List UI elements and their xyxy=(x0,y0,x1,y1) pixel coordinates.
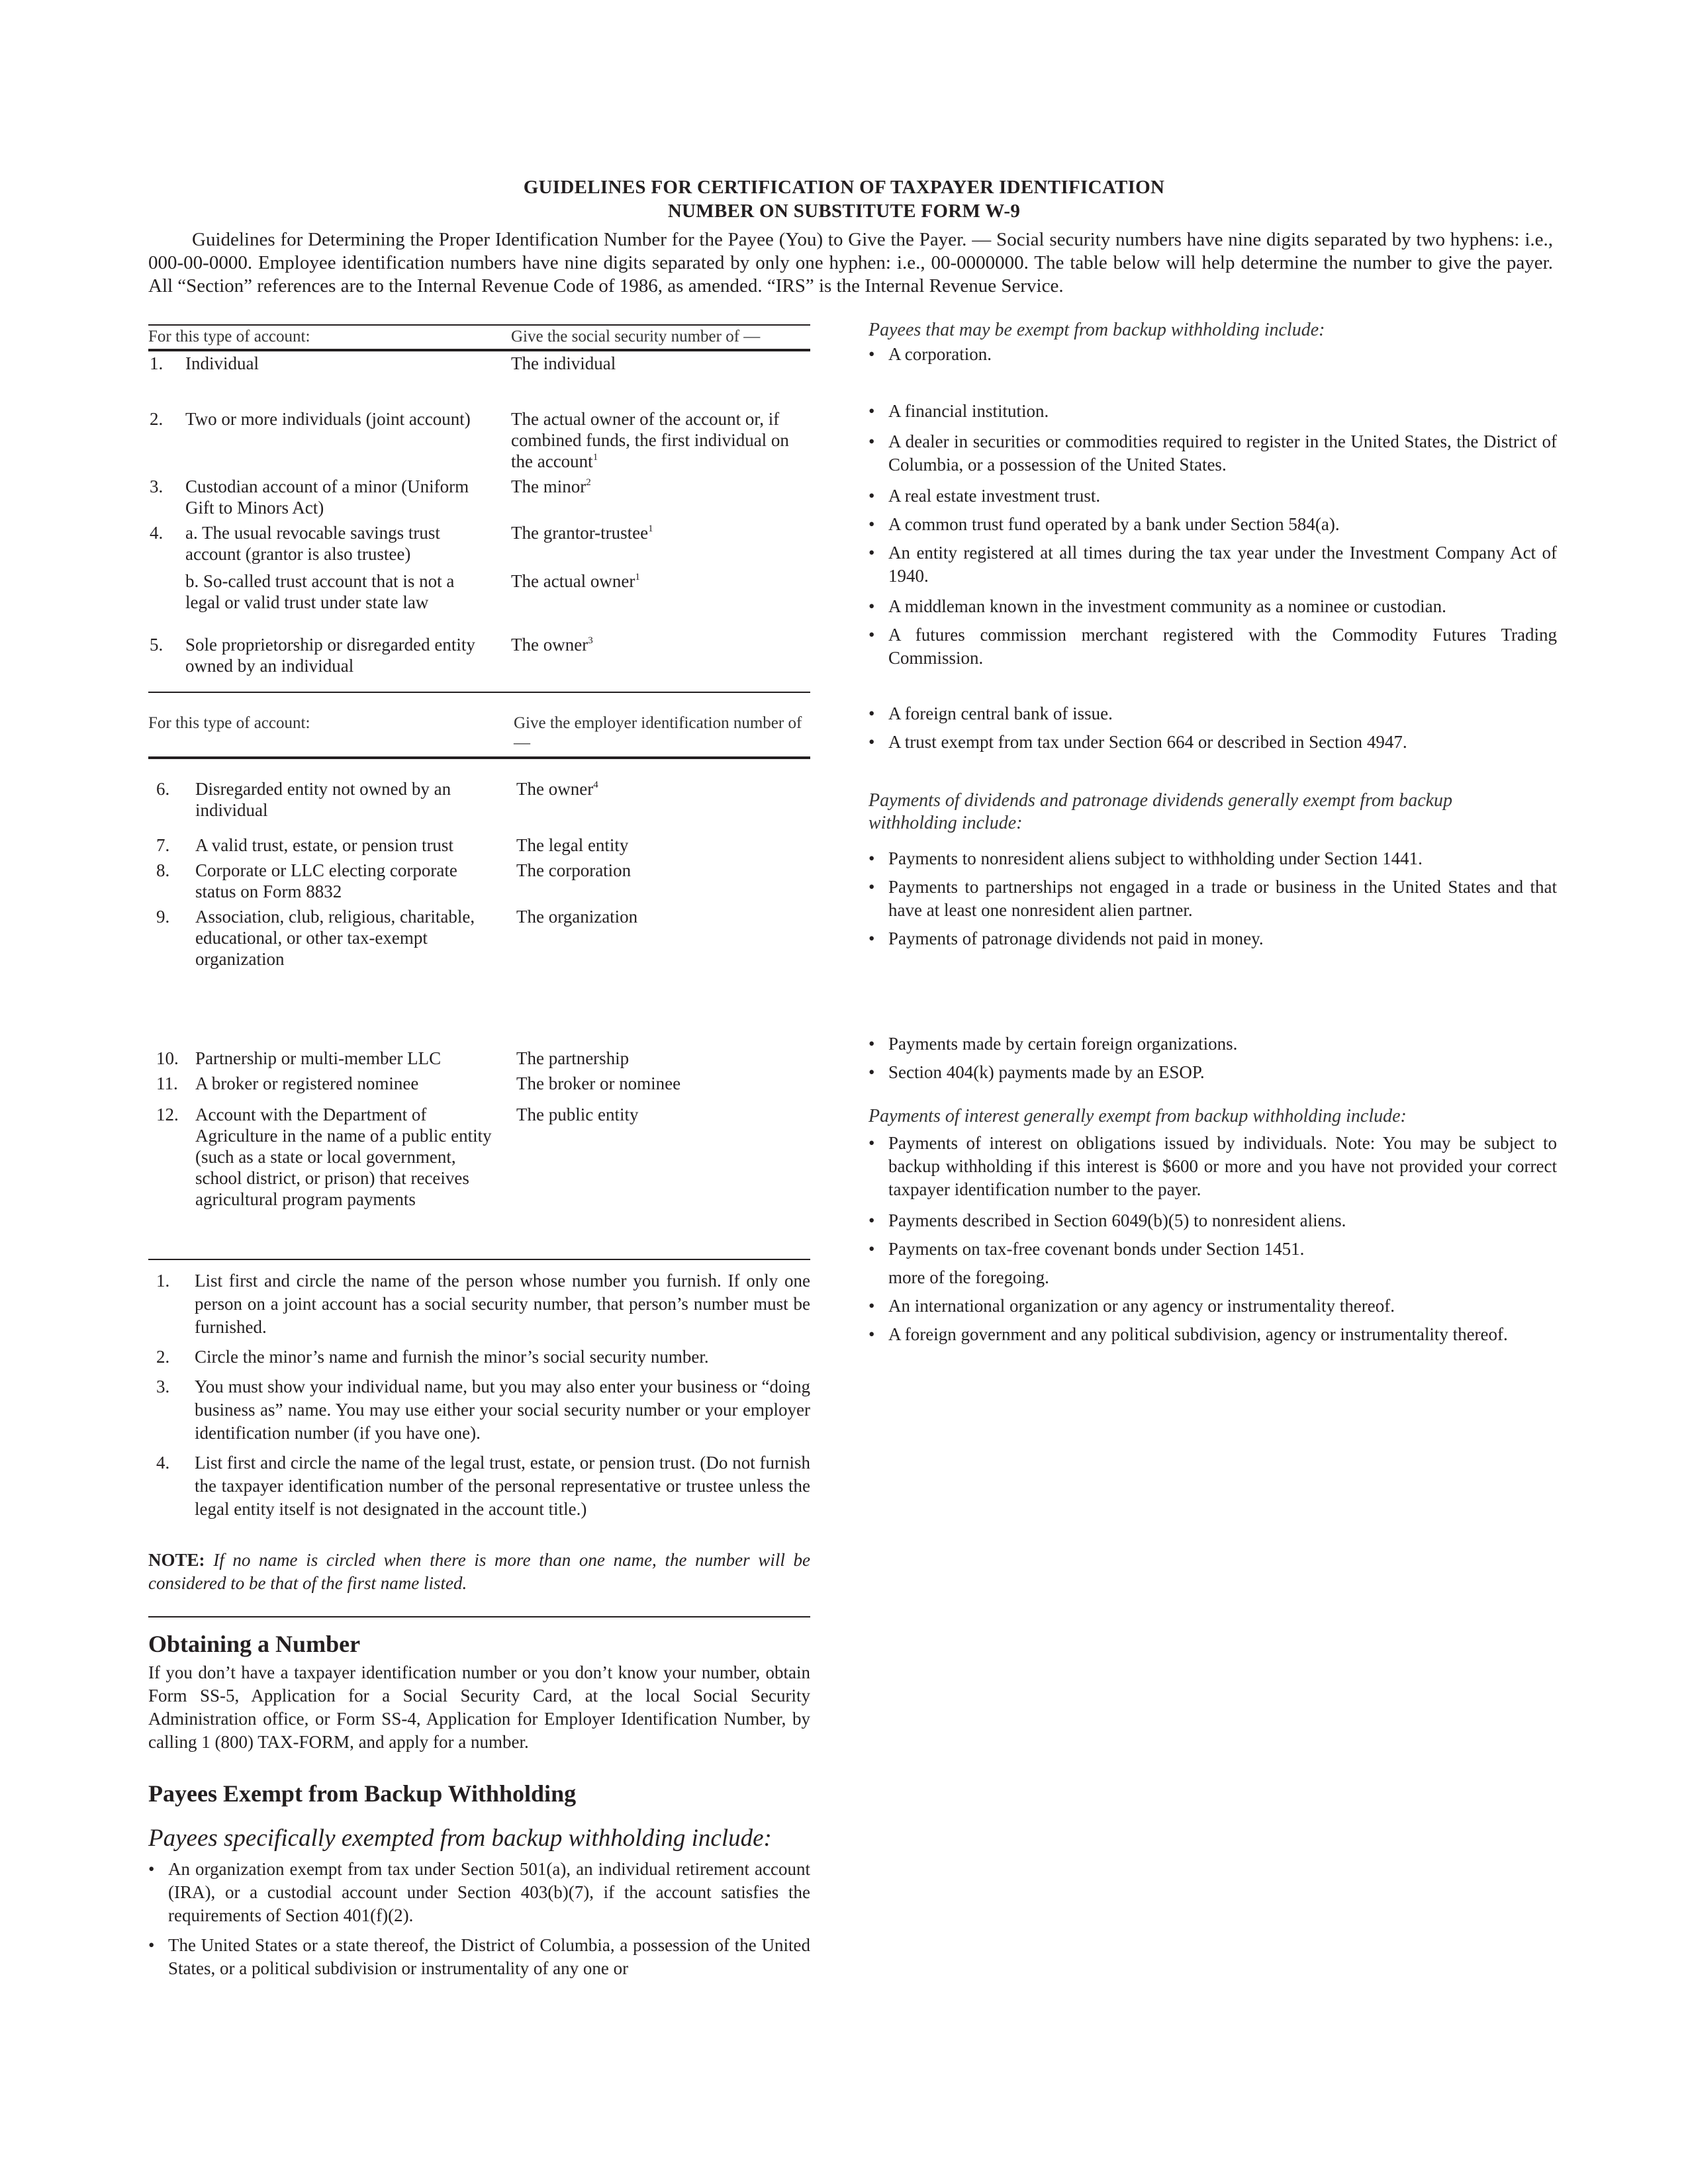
give-number-of xyxy=(516,1104,794,1125)
list-item xyxy=(868,1323,1557,1346)
page-title-line-2: NUMBER ON SUBSTITUTE FORM W-9 xyxy=(667,201,1021,222)
table-row xyxy=(0,353,814,374)
table-row xyxy=(0,860,814,902)
list-item xyxy=(868,484,1557,508)
dividends-heading: Payments of dividends and patronage dividends generally exempt from backup withholding include: xyxy=(868,790,1453,833)
bullet-icon: • xyxy=(868,1034,875,1054)
ein-col2-header: Give the employer identification number of — xyxy=(514,714,802,752)
account-type: A broker or registered nominee xyxy=(195,1073,419,1093)
row-number: 4. xyxy=(150,523,164,543)
give-number-of xyxy=(511,570,802,592)
footnote xyxy=(156,1451,810,1521)
ssn-header-rule xyxy=(148,349,810,351)
footnote-number: 2. xyxy=(156,1347,170,1367)
bullet-icon: • xyxy=(868,877,875,897)
footnote-ref: 1 xyxy=(648,523,653,534)
list-item xyxy=(868,1032,1557,1056)
give-text: The actual owner xyxy=(511,571,635,591)
intro-text: Guidelines for Determining the Proper Identification Number for the Payee (You) to Give the Payer. — Social security numbers have nine digits separated by two hyphens: i.e., 000-00-0000. Employee identification numbers have nine digits separated by only one hyphen: i.e., 00-0000000. The table below will help determine the number to give the payer. All “Section” references are to the Internal Revenue Code of 1986, as amended. “IRS” is the Internal Revenue Service. xyxy=(148,229,1553,296)
bullet-icon: • xyxy=(868,486,875,506)
bullet-icon: • xyxy=(868,344,875,364)
list-item-text: Payments to partnerships not engaged in a trade or business in the United States and that have at least one nonresident alien partner. xyxy=(888,877,1557,920)
list-item xyxy=(868,876,1557,922)
ein-col1-header: For this type of account: xyxy=(148,714,310,732)
account-type: Account with the Department of Agriculture in the name of a public entity (such as a state or local government, school district, or prison) that receives agricultural program payments xyxy=(195,1105,492,1209)
list-item xyxy=(868,731,1557,754)
list-item xyxy=(868,541,1557,588)
account-type: a. The usual revocable savings trust account (grantor is also trustee) xyxy=(185,523,440,564)
bullet-icon: • xyxy=(868,401,875,421)
row-number: 2. xyxy=(150,409,164,429)
may-be-exempt-heading: Payees that may be exempt from backup withholding include: xyxy=(868,320,1325,340)
ein-table-bottom-rule xyxy=(148,1259,810,1260)
give-number-of xyxy=(511,522,802,543)
list-item xyxy=(868,847,1557,870)
row-number: 12. xyxy=(156,1105,179,1124)
bullet-icon: • xyxy=(148,1935,155,1955)
obtaining-heading: Obtaining a Number xyxy=(148,1631,361,1657)
account-type: Corporate or LLC electing corporate status on Form 8832 xyxy=(195,860,457,901)
page-title-line-1: GUIDELINES FOR CERTIFICATION OF TAXPAYER IDENTIFICATION xyxy=(523,177,1165,198)
account-type: Custodian account of a minor (Uniform Gift to Minors Act) xyxy=(185,477,469,518)
give-text: The minor xyxy=(511,477,586,496)
footnote-number: 4. xyxy=(156,1453,170,1473)
list-item-text: A middleman known in the investment community as a nominee or custodian. xyxy=(888,596,1446,616)
give-number-of xyxy=(511,408,802,472)
list-item xyxy=(148,1858,810,1927)
footnote-ref: 1 xyxy=(592,452,598,463)
bullet-icon: • xyxy=(868,432,875,451)
list-item-text: Section 404(k) payments made by an ESOP. xyxy=(888,1062,1205,1082)
list-item-text: A real estate investment trust. xyxy=(888,486,1101,506)
list-item-text: An international organization or any agency or instrumentality thereof. xyxy=(888,1296,1395,1316)
list-item-text: The United States or a state thereof, the District of Columbia, a possession of the United States, or a political subdivision or instrumentality of any one or xyxy=(168,1935,810,1978)
footnote-text: Circle the minor’s name and furnish the minor’s social security number. xyxy=(195,1347,709,1367)
bullet-icon: • xyxy=(868,732,875,752)
row-number: 9. xyxy=(156,907,170,927)
table-row xyxy=(0,408,814,471)
account-type: Partnership or multi-member LLC xyxy=(195,1048,442,1068)
bullet-icon: • xyxy=(868,929,875,948)
bullet-icon: • xyxy=(868,596,875,616)
list-item-text: A trust exempt from tax under Section 664 or described in Section 4947. xyxy=(888,732,1407,752)
row-number: 10. xyxy=(156,1048,179,1068)
give-text: The broker or nominee xyxy=(516,1073,681,1093)
give-text: The actual owner of the account or, if combined funds, the first individual on the account xyxy=(511,409,789,471)
ssn-table-bottom-rule xyxy=(148,692,810,693)
note-label: NOTE: xyxy=(148,1550,205,1570)
account-type: b. So-called trust account that is not a legal or valid trust under state law xyxy=(185,571,455,612)
list-item xyxy=(868,1132,1557,1201)
table-row xyxy=(0,522,814,565)
table-row xyxy=(0,1104,814,1210)
list-item xyxy=(868,430,1557,477)
account-type: Association, club, religious, charitable, educational, or other tax-exempt organization xyxy=(195,907,475,969)
row-number: 7. xyxy=(156,835,170,855)
ein-header-rule xyxy=(148,756,810,759)
footnote-text: You must show your individual name, but you may also enter your business or “doing business as” name. You may use either your social security number or your employer identification number (if you have one). xyxy=(195,1377,810,1443)
footnote-ref: 2 xyxy=(586,477,591,488)
give-text: The owner xyxy=(516,779,594,799)
row-number: 6. xyxy=(156,779,170,799)
bullet-icon: • xyxy=(868,848,875,868)
bullet-icon: • xyxy=(148,1859,155,1879)
list-item-text: A dealer in securities or commodities required to register in the United States, the District of Columbia, or a possession of the United States. xyxy=(888,432,1557,475)
bullet-icon: • xyxy=(868,1239,875,1259)
footnote-text: List first and circle the name of the legal trust, estate, or pension trust. (Do not furnish the taxpayer identification number of the personal representative or trustee unless the legal entity itself is not designated in the account title.) xyxy=(195,1453,810,1519)
give-text: The owner xyxy=(511,635,588,655)
list-item xyxy=(868,400,1557,423)
row-number: 5. xyxy=(150,635,164,655)
give-number-of xyxy=(511,476,802,497)
list-item xyxy=(868,1295,1557,1318)
list-item-text: Payments on tax-free covenant bonds under Section 1451. xyxy=(888,1239,1305,1259)
account-type: Disregarded entity not owned by an individual xyxy=(195,779,451,820)
give-number-of xyxy=(516,860,794,881)
list-item-text: A foreign central bank of issue. xyxy=(888,704,1113,723)
bullet-icon: • xyxy=(868,543,875,563)
list-item xyxy=(868,927,1557,950)
account-type: A valid trust, estate, or pension trust xyxy=(195,835,453,855)
list-item xyxy=(868,1209,1557,1232)
give-text: The legal entity xyxy=(516,835,629,855)
account-type: Individual xyxy=(185,353,259,373)
row-number: 8. xyxy=(156,860,170,880)
list-item-text: Payments described in Section 6049(b)(5) to nonresident aliens. xyxy=(888,1210,1346,1230)
give-text: The partnership xyxy=(516,1048,630,1068)
list-item-text: Payments of interest on obligations issued by individuals. Note: You may be subject to backup withholding if this interest is $600 or more and you have not provided your correct taxpayer identification number to the payer. xyxy=(888,1133,1557,1199)
table-row xyxy=(0,835,814,856)
give-text: The public entity xyxy=(516,1105,639,1124)
intro-paragraph xyxy=(148,228,1553,298)
footnote xyxy=(156,1345,810,1369)
list-item xyxy=(868,702,1557,725)
list-item-text: Payments made by certain foreign organizations. xyxy=(888,1034,1238,1054)
bullet-icon: • xyxy=(868,704,875,723)
give-text: The individual xyxy=(511,353,616,373)
footnote-number: 1. xyxy=(156,1271,170,1291)
note-paragraph xyxy=(148,1549,810,1595)
list-item xyxy=(868,623,1557,670)
table-row xyxy=(0,1048,814,1069)
table-row xyxy=(0,1073,814,1094)
list-item-text: A futures commission merchant registered with the Commodity Futures Trading Commission. xyxy=(888,625,1557,668)
list-item-text: A common trust fund operated by a bank under Section 584(a). xyxy=(888,514,1340,534)
give-number-of xyxy=(516,778,794,799)
footnote-ref: 3 xyxy=(588,635,593,646)
list-item-text: Payments of patronage dividends not paid in money. xyxy=(888,929,1264,948)
ssn-col2-header: Give the social security number of — xyxy=(511,328,761,345)
bullet-icon: • xyxy=(868,1133,875,1153)
footnote-ref: 4 xyxy=(593,780,598,790)
give-number-of xyxy=(516,1073,794,1094)
give-number-of xyxy=(516,1048,794,1069)
ssn-col1-header: For this type of account: xyxy=(148,328,310,345)
table-row xyxy=(0,570,814,613)
footnote-number: 3. xyxy=(156,1377,170,1396)
give-number-of xyxy=(516,906,794,927)
table-top-rule xyxy=(148,324,810,326)
list-item-text: A financial institution. xyxy=(888,401,1049,421)
bullet-icon: • xyxy=(868,1296,875,1316)
list-item xyxy=(148,1934,810,1980)
note-text: If no name is circled when there is more than one name, the number will be considered to be that of the first name listed. xyxy=(148,1550,810,1593)
footnote xyxy=(156,1269,810,1339)
row-number: 11. xyxy=(156,1073,178,1093)
payees-exempt-heading: Payees Exempt from Backup Withholding xyxy=(148,1780,577,1807)
list-item-text: A corporation. xyxy=(888,344,992,364)
give-text: The organization xyxy=(516,907,638,927)
obtaining-text: If you don’t have a taxpayer identification number or you don’t know your number, obtain Form SS-5, Application for a Social Security Card, at the local Social Security Administration office, or Form SS-4, Application for Employer Identification Number, by calling 1 (800) TAX-FORM, and apply for a number. xyxy=(148,1662,810,1752)
give-number-of xyxy=(516,835,794,856)
footnote-text: List first and circle the name of the person whose number you furnish. If only one person on a joint account has a social security number, that person’s number must be furnished. xyxy=(195,1271,810,1337)
table-row xyxy=(0,476,814,518)
account-type: Sole proprietorship or disregarded entity owned by an individual xyxy=(185,635,475,676)
give-number-of xyxy=(511,634,802,655)
note-bottom-rule xyxy=(148,1616,810,1617)
list-item xyxy=(868,1061,1557,1084)
list-item xyxy=(868,513,1557,536)
bullet-icon: • xyxy=(868,514,875,534)
list-item-text: An entity registered at all times during the tax year under the Investment Company Act of 1940. xyxy=(888,543,1557,586)
payees-exempt-subheading: Payees specifically exempted from backup withholding include: xyxy=(148,1825,772,1852)
table-row xyxy=(0,634,814,676)
give-text: The grantor-trustee xyxy=(511,523,649,543)
footnote-ref: 1 xyxy=(635,572,640,582)
row-number: 3. xyxy=(150,477,164,496)
bullet-icon: • xyxy=(868,625,875,645)
table-row xyxy=(0,906,814,970)
footnote xyxy=(156,1375,810,1445)
list-item xyxy=(868,595,1557,618)
list-item xyxy=(868,1238,1557,1261)
list-item-text: A foreign government and any political subdivision, agency or instrumentality thereof. xyxy=(888,1324,1508,1344)
list-item-text: more of the foregoing. xyxy=(888,1267,1049,1287)
list-item-text: An organization exempt from tax under Section 501(a), an individual retirement account (IRA), or a custodial account under Section 403(b)(7), if the account satisfies the requirements of Section 401(f)(2). xyxy=(168,1859,810,1925)
list-item-text: Payments to nonresident aliens subject to withholding under Section 1441. xyxy=(888,848,1423,868)
bullet-icon: • xyxy=(868,1324,875,1344)
give-text: The corporation xyxy=(516,860,632,880)
list-item xyxy=(868,343,1557,366)
bullet-icon: • xyxy=(868,1210,875,1230)
bullet-icon: • xyxy=(868,1062,875,1082)
table-row xyxy=(0,778,814,821)
give-number-of xyxy=(511,353,802,374)
interest-heading: Payments of interest generally exempt from backup withholding include: xyxy=(868,1106,1407,1126)
row-number: 1. xyxy=(150,353,164,373)
list-item xyxy=(868,1266,1557,1289)
account-type: Two or more individuals (joint account) xyxy=(185,409,471,429)
